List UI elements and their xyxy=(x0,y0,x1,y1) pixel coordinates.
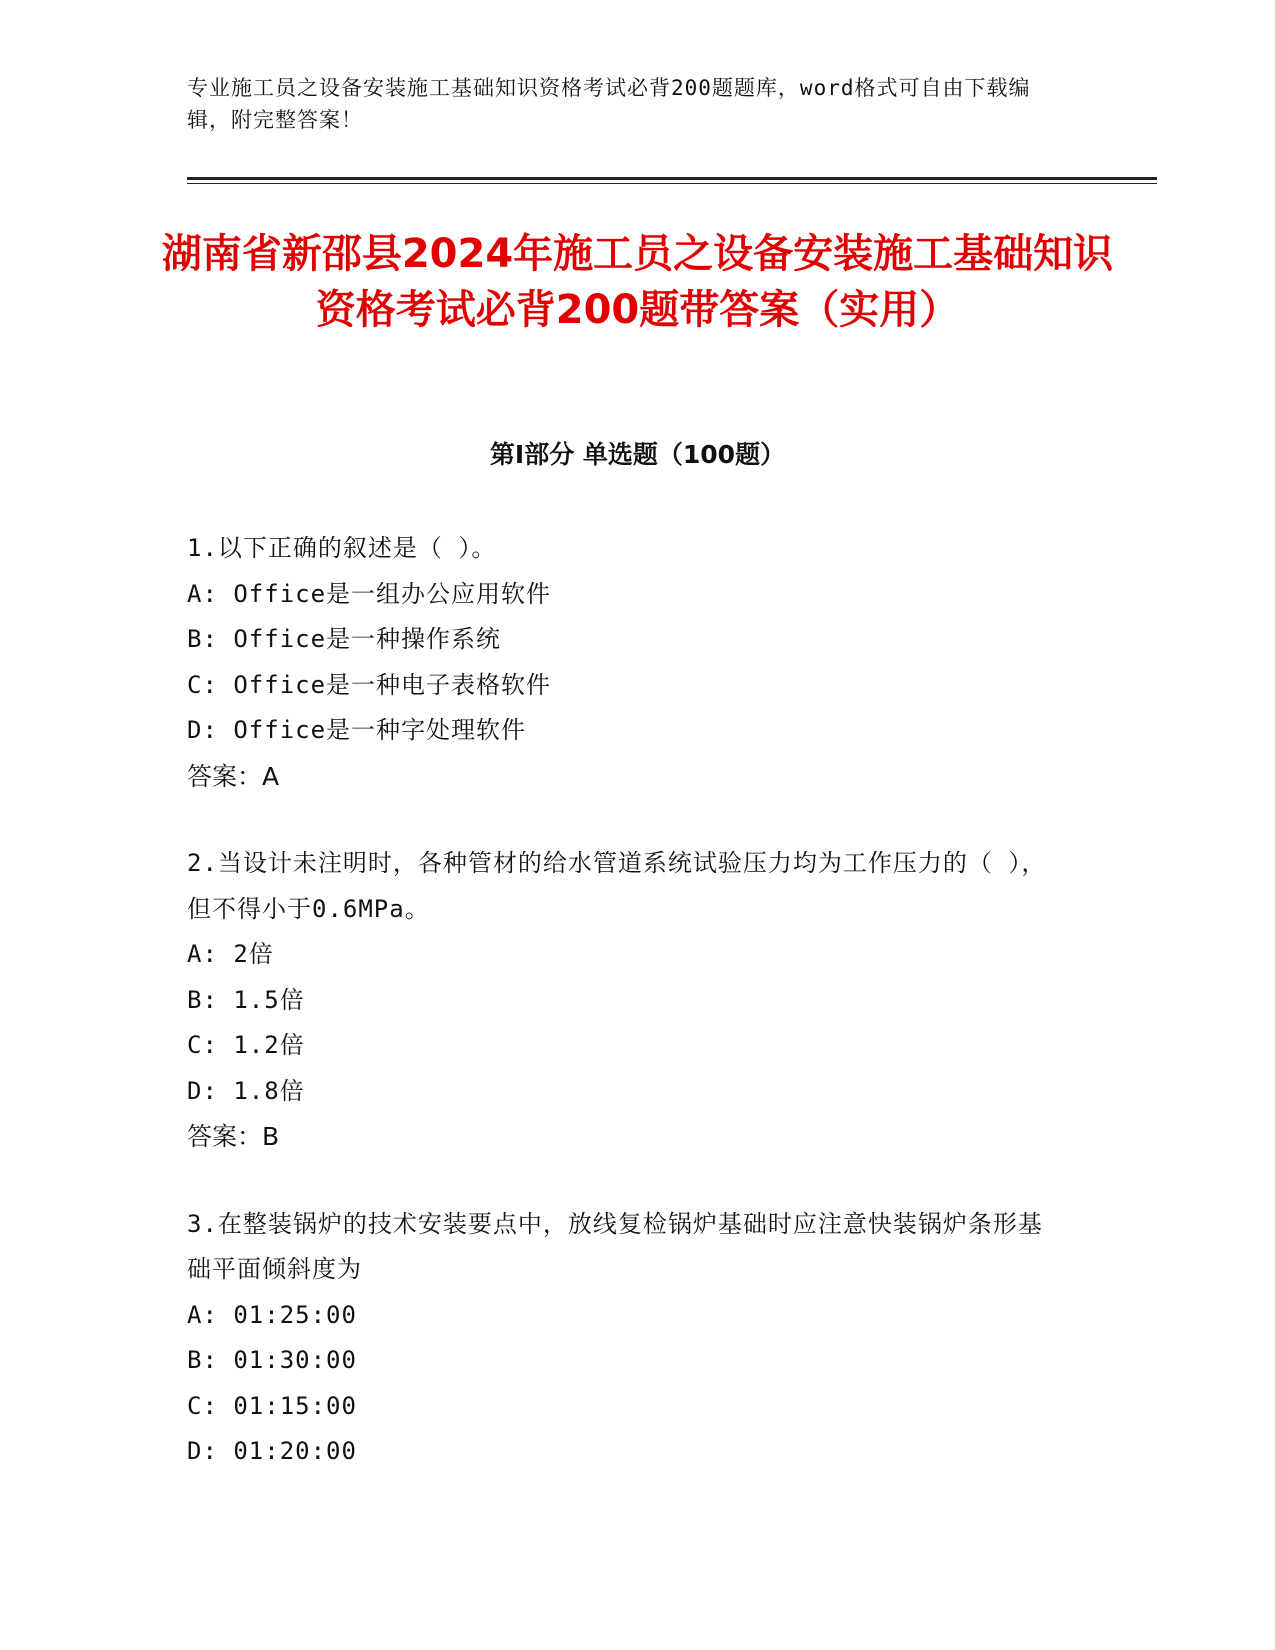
option-b: B: 1.5倍 xyxy=(187,985,305,1014)
option-d: D: 1.8倍 xyxy=(187,1076,305,1105)
answer: 答案：B xyxy=(187,1122,280,1151)
question-2 xyxy=(187,841,1067,1160)
option-c: C: 01:15:00 xyxy=(187,1391,357,1420)
header-divider-thin xyxy=(187,183,1157,184)
question-list xyxy=(187,526,1067,1517)
header-divider-thick xyxy=(187,177,1157,180)
section-heading: 第Ⅰ部分 单选题（100题） xyxy=(489,440,786,469)
option-c: C: Office是一种电子表格软件 xyxy=(187,670,552,699)
answer: 答案：A xyxy=(187,761,280,791)
option-d: D: 01:20:00 xyxy=(187,1437,357,1465)
question-3 xyxy=(187,1202,1067,1475)
option-b: B: 01:30:00 xyxy=(187,1346,357,1374)
question-stem: 1.以下正确的叙述是（ ）。 xyxy=(187,534,497,562)
question-stem: 3.在整装锅炉的技术安装要点中，放线复检锅炉基础时应注意快装锅炉条形基础平面倾斜度为 xyxy=(187,1209,1043,1283)
option-b: B: Office是一种操作系统 xyxy=(187,625,502,653)
option-a: A: 2倍 xyxy=(187,940,274,968)
question-1 xyxy=(187,526,1067,799)
document-title: 湖南省新邵县2024年施工员之设备安装施工基础知识资格考试必背200题带答案（实用） xyxy=(161,231,1114,333)
option-a: A: Office是一组办公应用软件 xyxy=(187,579,552,608)
question-stem: 2.当设计未注明时，各种管材的给水管道系统试验压力均为工作压力的（ ），但不得小于0.6MPa。 xyxy=(187,849,1047,923)
option-d: D: Office是一种字处理软件 xyxy=(187,716,527,744)
option-a: A: 01:25:00 xyxy=(187,1300,357,1329)
header-note: 专业施工员之设备安装施工基础知识资格考试必背200题题库，word格式可自由下载编辑，附完整答案！ xyxy=(187,76,1031,132)
option-c: C: 1.2倍 xyxy=(187,1031,305,1059)
